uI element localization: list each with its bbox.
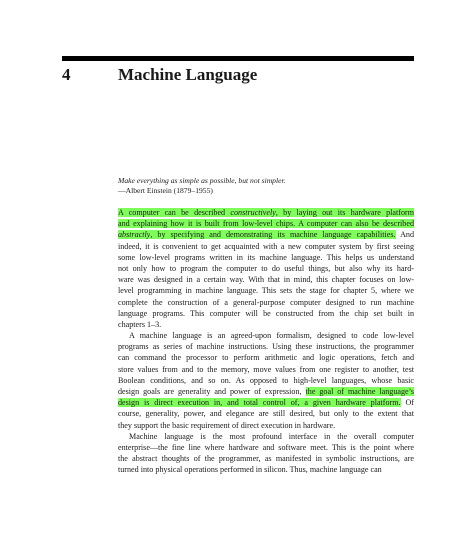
paragraph: [118, 207, 414, 330]
epigraph-quote: Make everything as simple as possible, but not simpler.: [118, 176, 286, 185]
epigraph-attribution: —Albert Einstein (1879–1955): [118, 185, 213, 195]
text-segment: enterprise—the fine line where hardware and software meet. This is the point where: [118, 442, 414, 452]
chapter-number: 4: [62, 65, 71, 84]
text-line: [118, 229, 414, 240]
text-segment: Machine language is the most profound interface in the overall computer: [129, 431, 414, 441]
text-line: [118, 386, 414, 397]
text-segment: chapters 1–3.: [118, 319, 162, 329]
highlighted-text: abstractly: [118, 230, 151, 240]
text-segment: turned into physical operations performed in silicon. Thus, machine language can: [118, 465, 382, 475]
text-line: [118, 319, 414, 330]
text-segment: Of: [400, 398, 414, 408]
text-segment: indeed, it is convenient to get acquainted with a new computer system by first seeing: [118, 241, 414, 251]
text-segment: course, generality, power, and elegance are still desired, but only to the extent that: [118, 409, 414, 419]
text-segment: complete the construction of a general-purpose computer designed to run machine: [118, 297, 414, 307]
text-line: [118, 408, 414, 419]
text-segment: some low-level programs written in its machine language. This helps us understand: [118, 252, 414, 262]
text-line: [118, 263, 414, 274]
text-segment: can command the processor to perform arithmetic and logic operations, fetch and: [118, 353, 414, 363]
text-line: [118, 207, 414, 218]
text-line: [118, 375, 414, 386]
text-segment: level programming in machine language. This sets the stage for chapter 5, where we: [118, 286, 414, 296]
text-segment: And: [395, 230, 415, 240]
text-line: [118, 352, 414, 363]
highlighted-text: , by specifying and demonstrating its machine language capabilities.: [150, 230, 396, 240]
text-line: [118, 464, 414, 475]
chapter-rule: [62, 56, 414, 61]
text-line: [118, 431, 414, 442]
text-segment: ware was designed in a certain way. With that in mind, this chapter focuses on low-: [118, 275, 414, 285]
body-text: [118, 207, 414, 476]
text-segment: store values from and to the memory, move values from one register to another, test: [118, 364, 414, 374]
text-line: [118, 330, 414, 341]
highlighted-text: A computer can be described: [118, 208, 231, 217]
text-segment: not only how to program the computer to do useful things, but also why its hard-: [118, 263, 414, 273]
text-segment: they support the basic requirement of direct execution in hardware.: [118, 420, 336, 430]
text-segment: Boolean conditions, and so on. As opposed to high-level languages, whose basic: [118, 375, 414, 385]
highlighted-text: constructively: [230, 208, 276, 217]
text-line: [118, 218, 414, 229]
text-line: [118, 285, 414, 296]
text-segment: language programs. This computer will be constructed from the chip set built in: [118, 308, 414, 318]
highlighted-text: the goal of machine language’s: [305, 387, 415, 396]
text-segment: programs as series of machine instructions. Using these instructions, the programmer: [118, 342, 414, 352]
text-segment: A machine language is an agreed-upon formalism, designed to code low-level: [129, 331, 414, 341]
paragraph: [118, 330, 414, 431]
text-line: [118, 297, 414, 308]
text-line: [118, 252, 414, 263]
text-line: [118, 341, 414, 352]
text-line: [118, 308, 414, 319]
text-segment: the abstract thoughts of the programmer, as manifested in symbolic instructions, are: [118, 454, 414, 464]
highlighted-text: and explaining how it is built from low-level chips. A computer can also be described: [118, 219, 414, 229]
chapter-title: Machine Language: [118, 65, 258, 84]
highlighted-text: design is direct execution in, and total control of, a given hardware platform.: [118, 398, 401, 408]
text-line: [118, 420, 414, 431]
text-line: [118, 397, 414, 408]
text-line: [118, 442, 414, 453]
text-segment: design goals are generality and power of expression,: [118, 387, 306, 396]
text-line: [118, 241, 414, 252]
text-line: [118, 364, 414, 375]
highlighted-text: , by laying out its hardware platform: [275, 208, 414, 217]
text-line: [118, 274, 414, 285]
epigraph: [118, 176, 285, 195]
paragraph: [118, 431, 414, 476]
text-line: [118, 453, 414, 464]
